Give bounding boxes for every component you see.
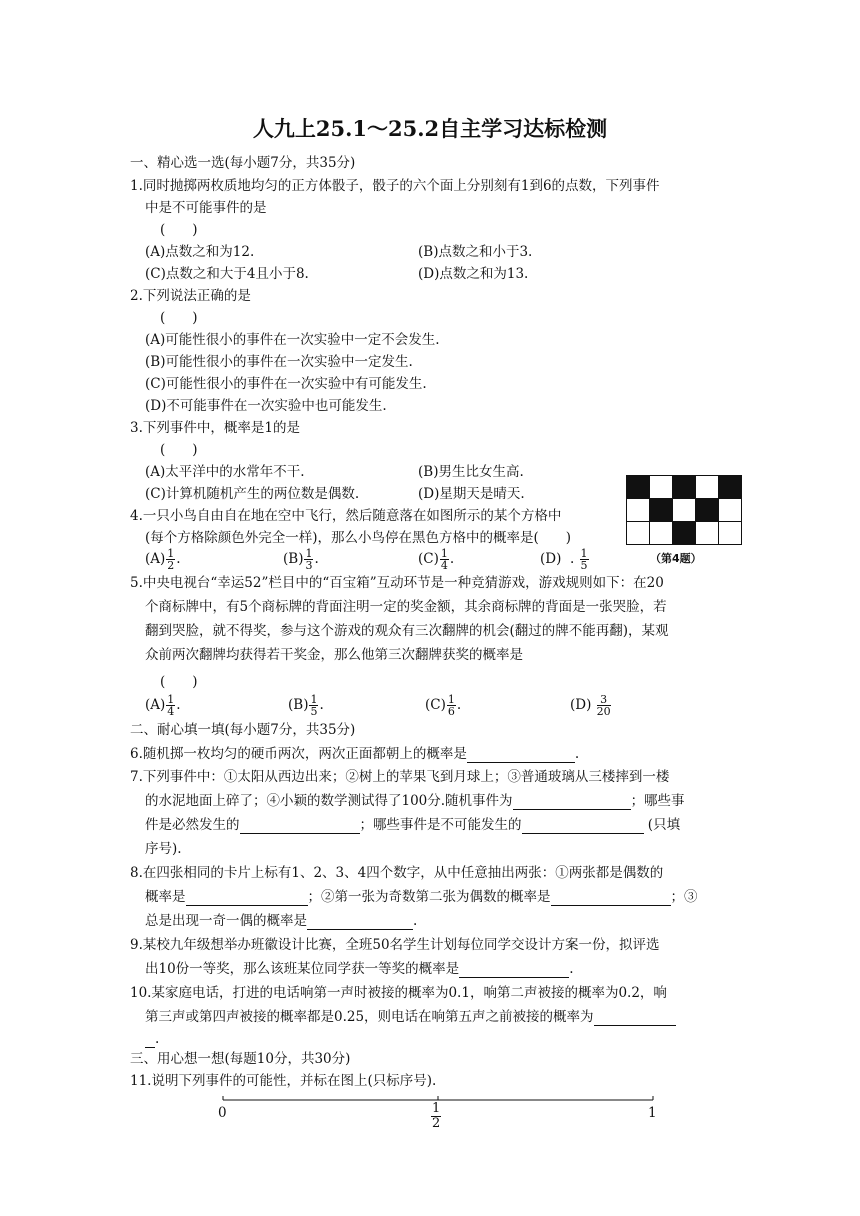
q3-option-d: (D)星期天是晴天.	[418, 486, 525, 502]
number-line-label-half	[430, 1102, 442, 1131]
q2-answer-paren: ( )	[160, 310, 198, 326]
white-grid-cell	[719, 499, 742, 522]
fraction: $\frac{1}{4}$	[167, 693, 175, 718]
q1-option-c: (C)点数之和大于4且小于8.	[145, 266, 309, 282]
q5-line3: 翻到哭脸，就不得奖，参与这个游戏的观众有三次翻牌的机会(翻过的牌不能再翻)，某观	[145, 623, 669, 639]
q5-option-b: (B) $\frac{1}{5}$ .	[288, 693, 324, 718]
fraction: $\frac{1}{4}$	[440, 547, 448, 572]
number-line-label-zero: 0	[218, 1105, 227, 1121]
q5-option-a: (A) $\frac{1}{4}$ .	[145, 693, 181, 718]
q6-text: 6.随机掷一枚均匀的硬币两次，两次正面都朝上的概率是 .	[130, 746, 580, 762]
fraction: $\frac{1}{6}$	[447, 693, 455, 718]
section-2-heading: 二、耐心填一填(每小题7分，共35分)	[130, 722, 356, 738]
q8-odd-even-blank	[551, 891, 671, 906]
white-grid-cell	[696, 522, 719, 545]
q10-line3: .	[145, 1030, 159, 1048]
q3-answer-paren: ( )	[160, 442, 198, 458]
fraction: $\frac{1}{2}$	[432, 1101, 441, 1131]
q1-option-a: (A)点数之和为12.	[145, 244, 255, 260]
black-grid-cell	[719, 476, 742, 499]
q7-line1: 7.下列事件中：①太阳从西边出来；②树上的苹果飞到月球上；③普通玻璃从三楼摔到一楼	[130, 769, 670, 785]
q8-line3: 总是出现一奇一偶的概率是 .	[145, 913, 418, 929]
q8-line1: 8.在四张相同的卡片上标有1、2、3、4四个数字，从中任意抽出两张：①两张都是偶数的	[130, 865, 664, 881]
q1-answer-paren: ( )	[160, 222, 198, 238]
fraction: $\frac{1}{5}$	[310, 693, 318, 718]
q10-line2: 第三声或第四声被接的概率都是0.25，则电话在响第五声之前被接的概率为	[145, 1008, 676, 1026]
fraction: $\frac{3}{20}$	[596, 693, 611, 718]
white-grid-cell	[673, 499, 696, 522]
section-3-heading: 三、用心想一想(每题10分，共30分)	[130, 1051, 351, 1067]
grid-row	[627, 522, 742, 545]
q3-option-b: (B)男生比女生高.	[418, 464, 524, 480]
q5-line4: 众前两次翻牌均获得若干奖金，那么他第三次翻牌获奖的概率是	[145, 647, 523, 663]
q11-stem: 11.说明下列事件的可能性，并标在图上(只标序号).	[130, 1073, 437, 1089]
black-grid-cell	[696, 499, 719, 522]
section-1-heading: 一、精心选一选(每小题7分，共35分)	[130, 155, 356, 171]
black-grid-cell	[650, 499, 673, 522]
q7-line4: 序号).	[145, 841, 182, 857]
q1-option-b: (B)点数之和小于3.	[418, 244, 533, 260]
q3-stem: 3.下列事件中，概率是1的是	[130, 420, 300, 436]
q7-line3: 件是必然发生的 ；哪些事件是不可能发生的 (只填	[145, 817, 681, 833]
number-line-label-one: 1	[648, 1105, 657, 1121]
q10-answer-blank-continued	[145, 1033, 155, 1048]
q7-line2: 的水泥地面上碎了；④小颖的数学测试得了100分.随机事件为 ；哪些事	[145, 793, 685, 809]
q10-answer-blank	[594, 1011, 676, 1026]
q4-option-b: (B) $\frac{1}{3}$ .	[283, 547, 319, 572]
fraction: $\frac{1}{2}$	[167, 547, 175, 572]
q9-line1: 9.某校九年级想举办班徽设计比赛，全班50名学生计划每位同学交设计方案一份，拟评选	[130, 937, 660, 953]
q4-stem-line1: 4.一只小鸟自由自在地在空中飞行，然后随意落在如图所示的某个方格中	[130, 508, 562, 524]
q1-stem-line1: 1.同时抛掷两枚质地均匀的正方体骰子，骰子的六个面上分别刻有1到6的点数，下列事件	[130, 178, 660, 194]
white-grid-cell	[627, 499, 650, 522]
q4-option-c: (C) $\frac{1}{4}$ .	[418, 547, 455, 572]
q8-line2: 概率是 ；②第一张为奇数第二张为偶数的概率是 ；③	[145, 889, 698, 905]
q5-line1: 5.中央电视台“幸运52”栏目中的“百宝箱”互动环节是一种竞猜游戏，游戏规则如下：在20	[130, 575, 664, 591]
q5-option-d: (D) $\frac{3}{20}$	[570, 693, 611, 718]
white-grid-cell	[627, 522, 650, 545]
q7-impossible-blank	[522, 819, 644, 834]
q5-option-c: (C) $\frac{1}{6}$ .	[425, 693, 462, 718]
grid-row	[627, 499, 742, 522]
black-grid-cell	[673, 476, 696, 499]
white-grid-cell	[650, 522, 673, 545]
page-title: 人九上25.1～25.2自主学习达标检测	[252, 116, 608, 141]
q4-figure-caption: （第4题）	[650, 552, 702, 565]
q9-answer-blank	[459, 963, 569, 978]
black-grid-cell	[673, 522, 696, 545]
q4-figure-grid	[626, 475, 742, 545]
q7-random-blank	[513, 795, 631, 810]
fraction: $\frac{1}{5}$	[580, 547, 588, 572]
q1-stem-line2: 中是不可能事件的是	[145, 200, 267, 216]
q5-answer-paren: ( )	[160, 674, 198, 690]
q10-line1: 10.某家庭电话，打进的电话响第一声时被接的概率为0.1，响第二声被接的概率为0.2，响	[130, 985, 667, 1001]
q2-option-a: (A)可能性很小的事件在一次实验中一定不会发生.	[145, 332, 440, 348]
white-grid-cell	[650, 476, 673, 499]
white-grid-cell	[719, 522, 742, 545]
q2-option-d: (D)不可能事件在一次实验中也可能发生.	[145, 398, 387, 414]
q2-stem: 2.下列说法正确的是	[130, 288, 251, 304]
q4-option-a: (A) $\frac{1}{2}$ .	[145, 547, 181, 572]
q2-option-c: (C)可能性很小的事件在一次实验中有可能发生.	[145, 376, 427, 392]
q1-option-d: (D)点数之和为13.	[418, 266, 529, 282]
q8-both-even-blank	[186, 891, 308, 906]
q6-answer-blank	[467, 748, 575, 763]
q8-one-odd-one-even-blank	[307, 915, 413, 930]
q9-line2: 出10份一等奖，那么该班某位同学获一等奖的概率是 .	[145, 961, 574, 977]
q5-line2: 个商标牌中，有5个商标牌的背面注明一定的奖金额，其余商标牌的背面是一张哭脸，若	[145, 599, 667, 615]
q3-option-a: (A)太平洋中的水常年不干.	[145, 464, 305, 480]
q4-stem-line2: (每个方格除颜色外完全一样)，那么小鸟停在黑色方格中的概率是( )	[145, 530, 572, 546]
q4-option-d: (D) . $\frac{1}{5}$	[540, 547, 588, 572]
q2-option-b: (B)可能性很小的事件在一次实验中一定发生.	[145, 354, 413, 370]
grid-row	[627, 476, 742, 499]
black-grid-cell	[627, 476, 650, 499]
white-grid-cell	[696, 476, 719, 499]
q7-certain-blank	[240, 819, 360, 834]
q3-option-c: (C)计算机随机产生的两位数是偶数.	[145, 486, 360, 502]
fraction: $\frac{1}{3}$	[305, 547, 313, 572]
